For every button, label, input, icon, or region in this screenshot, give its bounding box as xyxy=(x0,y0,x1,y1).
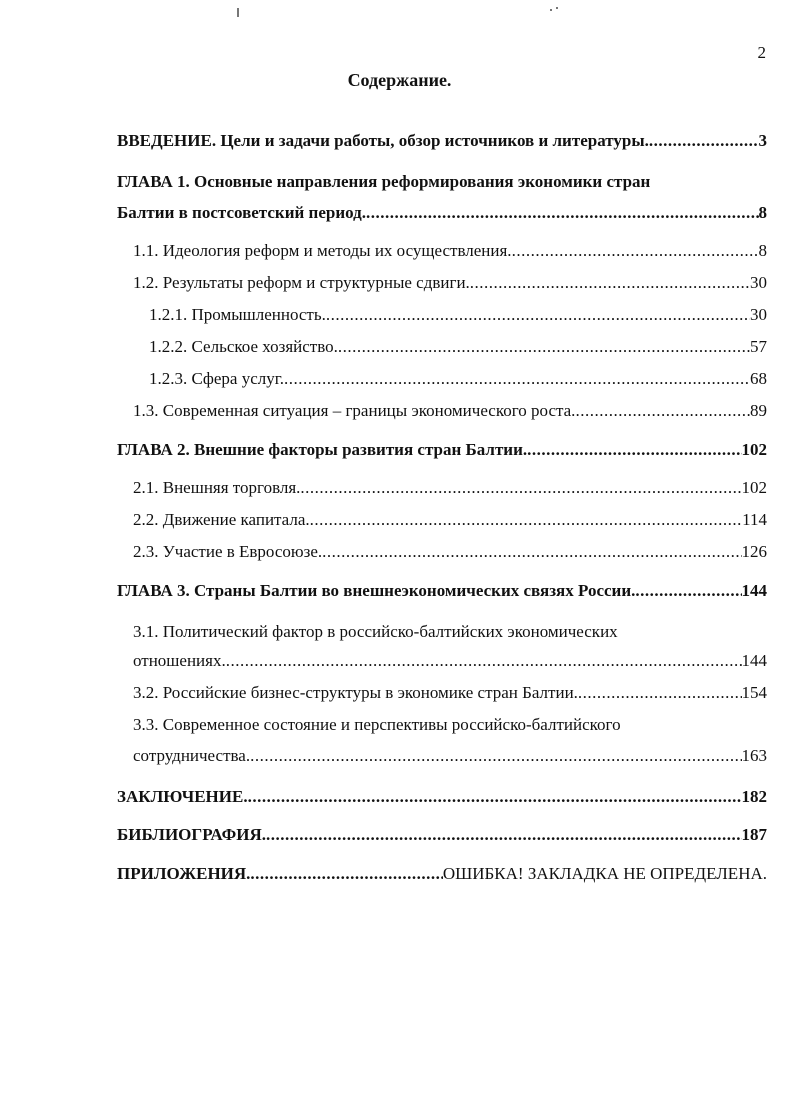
toc-entry-page: 102 xyxy=(741,478,767,497)
dot-leader xyxy=(578,683,742,703)
toc-entry-page: 8 xyxy=(758,203,767,222)
toc-entry-label: 1.2.3. Сфера услуг. xyxy=(149,369,285,388)
toc-entry-page: 163 xyxy=(741,746,767,765)
toc-entry-section-3-1[interactable] xyxy=(133,651,767,671)
toc-entry-chapter-1-line1[interactable]: ГЛАВА 1. Основные направления реформирования экономики стран xyxy=(117,172,651,191)
toc-entry-label: 1.2.2. Сельское хозяйство. xyxy=(149,337,338,356)
toc-entry-label: 2.1. Внешняя торговля. xyxy=(133,478,301,497)
toc-entry-section-1-1[interactable] xyxy=(133,241,767,261)
toc-entry-label: Балтии в постсоветский период. xyxy=(117,203,366,222)
dot-leader xyxy=(322,542,741,562)
dot-leader xyxy=(300,478,741,498)
toc-entry-page: 114 xyxy=(742,510,767,529)
toc-entry-section-2-1[interactable] xyxy=(133,478,767,498)
toc-entry-section-3-2[interactable] xyxy=(133,683,767,703)
toc-entry-label: ПРИЛОЖЕНИЯ. xyxy=(117,864,251,883)
page-title: Содержание. xyxy=(347,70,452,90)
toc-entry-label: 2.2. Движение капитала. xyxy=(133,510,310,529)
toc-entry-page: 144 xyxy=(741,651,767,670)
toc-entry-label: 1.1. Идеология реформ и методы их осуществления. xyxy=(133,241,512,260)
dot-leader xyxy=(226,651,742,671)
toc-entry-page: 126 xyxy=(741,542,767,561)
dot-leader xyxy=(649,131,759,151)
page-number: 2 xyxy=(757,43,766,62)
scan-speck xyxy=(550,9,552,11)
scan-speck xyxy=(556,7,558,9)
toc-entry-section-3-1-line1[interactable]: 3.1. Политический фактор в российско-балтийских экономических xyxy=(133,622,618,641)
toc-entry-appendices[interactable] xyxy=(117,864,767,884)
toc-entry-section-1-2[interactable] xyxy=(133,273,767,293)
toc-entry-label: сотрудничества. xyxy=(133,746,251,765)
toc-entry-section-1-2-1[interactable] xyxy=(149,305,767,325)
toc-entry-page-error: ОШИБКА! ЗАКЛАДКА НЕ ОПРЕДЕЛЕНА. xyxy=(442,864,767,883)
dot-leader xyxy=(248,787,742,807)
toc-entry-page: 8 xyxy=(758,241,767,260)
toc-entry-page: 89 xyxy=(750,401,767,420)
toc-entry-section-3-3[interactable] xyxy=(133,746,767,766)
toc-entry-label: 2.3. Участие в Евросоюзе. xyxy=(133,542,323,561)
toc-entry-label: 3.2. Российские бизнес-структуры в экономике стран Балтии. xyxy=(133,683,578,702)
toc-entry-label: ГЛАВА 3. Страны Балтии во внешнеэкономических связях России. xyxy=(117,581,636,600)
toc-entry-page: 30 xyxy=(750,273,767,292)
toc-entry-page: 68 xyxy=(750,369,767,388)
toc-entry-label: 1.3. Современная ситуация – границы экономического роста. xyxy=(133,401,576,420)
toc-entry-page: 144 xyxy=(741,581,767,600)
toc-entry-label: ЗАКЛЮЧЕНИЕ. xyxy=(117,787,248,806)
toc-entry-section-2-3[interactable] xyxy=(133,542,767,562)
dot-leader xyxy=(635,581,741,601)
dot-leader xyxy=(470,273,750,293)
toc-entry-conclusion[interactable] xyxy=(117,787,767,807)
toc-entry-page: 3 xyxy=(758,131,767,150)
toc-entry-label: 1.2. Результаты реформ и структурные сдвиги. xyxy=(133,273,470,292)
toc-entry-section-1-2-2[interactable] xyxy=(149,337,767,357)
scan-speck xyxy=(237,8,239,17)
dot-leader xyxy=(284,369,750,389)
dot-leader xyxy=(266,825,742,845)
toc-entry-chapter-3[interactable] xyxy=(117,581,767,601)
toc-entry-page: 30 xyxy=(750,305,767,324)
toc-entry-page: 187 xyxy=(741,825,767,844)
dot-leader xyxy=(338,337,750,357)
dot-leader xyxy=(310,510,742,530)
toc-entry-page: 102 xyxy=(741,440,767,459)
toc-entry-section-1-3[interactable] xyxy=(133,401,767,421)
dot-leader xyxy=(250,746,741,766)
toc-entry-label: БИБЛИОГРАФИЯ. xyxy=(117,825,266,844)
dot-leader xyxy=(366,203,759,223)
dot-leader xyxy=(326,305,750,325)
dot-leader xyxy=(527,440,741,460)
dot-leader xyxy=(512,241,759,261)
toc-entry-bibliography[interactable] xyxy=(117,825,767,845)
toc-entry-label: ВВЕДЕНИЕ. Цели и задачи работы, обзор источников и литературы. xyxy=(117,131,649,150)
dot-leader xyxy=(575,401,750,421)
toc-entry-section-1-2-3[interactable] xyxy=(149,369,767,389)
toc-entry-page: 57 xyxy=(750,337,767,356)
toc-entry-page: 154 xyxy=(741,683,767,702)
toc-entry-section-3-3-line1[interactable]: 3.3. Современное состояние и перспективы российско-балтийского xyxy=(133,715,621,734)
dot-leader xyxy=(250,864,442,884)
toc-entry-label: ГЛАВА 2. Внешние факторы развития стран Балтии. xyxy=(117,440,528,459)
toc-entry-chapter-1[interactable] xyxy=(117,203,767,223)
toc-entry-label: 1.2.1. Промышленность. xyxy=(149,305,326,324)
toc-entry-chapter-2[interactable] xyxy=(117,440,767,460)
toc-entry-label: отношениях. xyxy=(133,651,226,670)
toc-entry-section-2-2[interactable] xyxy=(133,510,767,530)
toc-entry-page: 182 xyxy=(741,787,767,806)
toc-entry-introduction[interactable] xyxy=(117,131,767,151)
